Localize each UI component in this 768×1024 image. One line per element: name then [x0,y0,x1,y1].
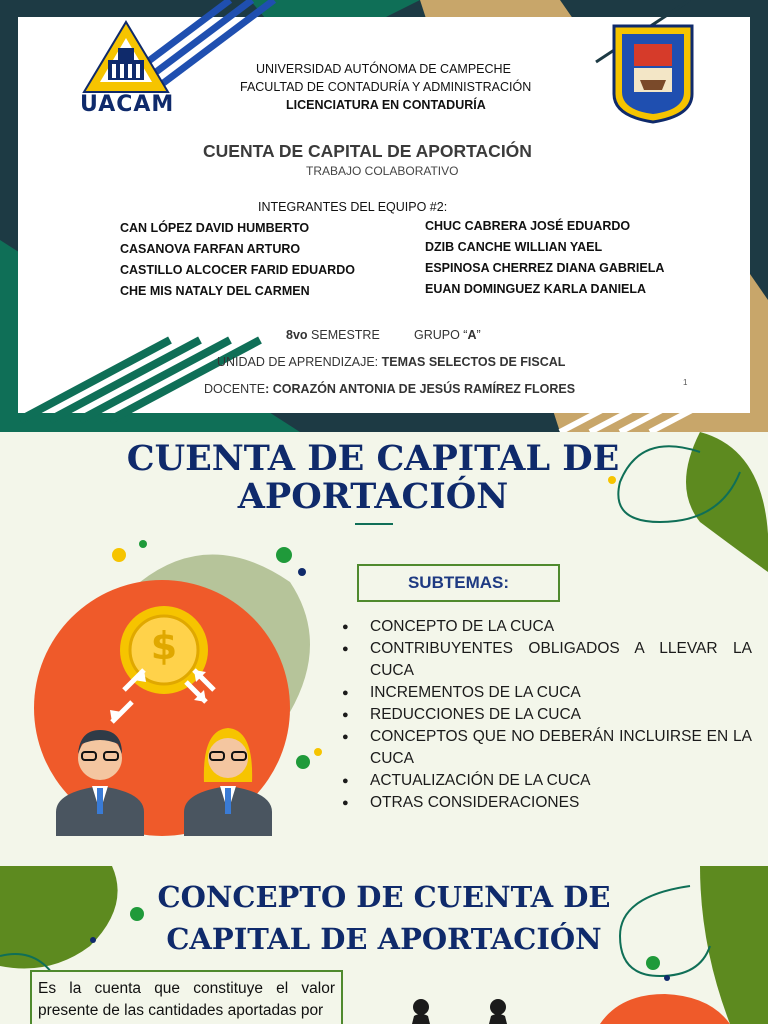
subtopics-heading [357,564,560,602]
teacher-info [204,382,575,396]
subtopics-slide [0,432,768,866]
member-name: CHUC CABRERA JOSÉ EDUARDO [425,219,631,233]
learning-unit [217,355,565,369]
faculty-name: FACULTAD DE CONTADURÍA Y ADMINISTRACIÓN [240,80,532,94]
concept-title-line2: CAPITAL DE APORTACIÓN [166,922,602,956]
list-item: ● OTRAS CONSIDERACIONES [340,792,752,814]
uacam-logo-text: UACAM [80,92,175,117]
semester-word: SEMESTRE [307,328,380,342]
university-name: UNIVERSIDAD AUTÓNOMA DE CAMPECHE [256,62,511,76]
document-subtitle: TRABAJO COLABORATIVO [306,164,459,178]
list-item: ● CONCEPTOS QUE NO DEBERÁN INCLUIRSE EN LA CUCA [340,726,752,770]
member-name: CHE MIS NATALY DEL CARMEN [120,284,310,298]
slide-title-line2: APORTACIÓN [237,476,509,517]
member-name: DZIB CANCHE WILLIAN YAEL [425,240,603,254]
document-title: CUENTA DE CAPITAL DE APORTACIÓN [203,141,532,161]
list-item: ● ACTUALIZACIÓN DE LA CUCA [340,770,752,792]
list-item: ● INCREMENTOS DE LA CUCA [340,682,752,704]
teacher-label: DOCENTE [204,382,266,396]
group-suffix: ” [476,328,481,342]
concept-definition-box [30,970,343,1024]
subtopics-list [340,616,752,814]
list-item: ● CONTRIBUYENTES OBLIGADOS A LLEVAR LA CUCA [340,638,752,682]
concept-title-line1: CONCEPTO DE CUENTA DE [157,880,611,914]
slide-title-line1: CUENTA DE CAPITAL DE [126,438,620,479]
member-name: CAN LÓPEZ DAVID HUMBERTO [120,221,310,235]
member-name: CASTILLO ALCOCER FARID EDUARDO [120,263,355,277]
concept-slide [0,866,768,1024]
member-name: CASANOVA FARFAN ARTURO [120,242,301,256]
member-name: ESPINOSA CHERREZ DIANA GABRIELA [425,261,665,275]
list-item: ● REDUCCIONES DE LA CUCA [340,704,752,726]
university-seal-emblem [610,24,696,124]
concept-definition-text: Es la cuenta que constituye el valor presente de las cantidades aportadas por [38,980,335,1019]
semester-number: 8vo [286,328,308,342]
title-slide [0,0,768,432]
group-letter: A [467,328,477,342]
group-prefix: GRUPO “ [414,328,468,342]
page-number: 1 [683,378,688,387]
member-name: EUAN DOMINGUEZ KARLA DANIELA [425,282,647,296]
semester-info [286,328,380,342]
teacher-name: : CORAZÓN ANTONIA DE JESÚS RAMÍREZ FLORES [265,382,576,396]
capital-illustration-graphic [34,572,296,836]
group-info [414,328,481,342]
capital-illustration [34,572,296,836]
degree-name: LICENCIATURA EN CONTADURÍA [286,98,486,112]
team-label: INTEGRANTES DEL EQUIPO #2: [258,200,448,214]
coin-symbol: $ [150,624,178,668]
subtopics-label: SUBTEMAS: [407,573,510,592]
uacam-logo [78,20,178,120]
list-item: ● CONCEPTO DE LA CUCA [340,616,752,638]
learning-unit-value: TEMAS SELECTOS DE FISCAL [378,355,566,369]
learning-unit-label: UNIDAD DE APRENDIZAJE: [217,355,379,369]
university-seal [610,24,696,124]
